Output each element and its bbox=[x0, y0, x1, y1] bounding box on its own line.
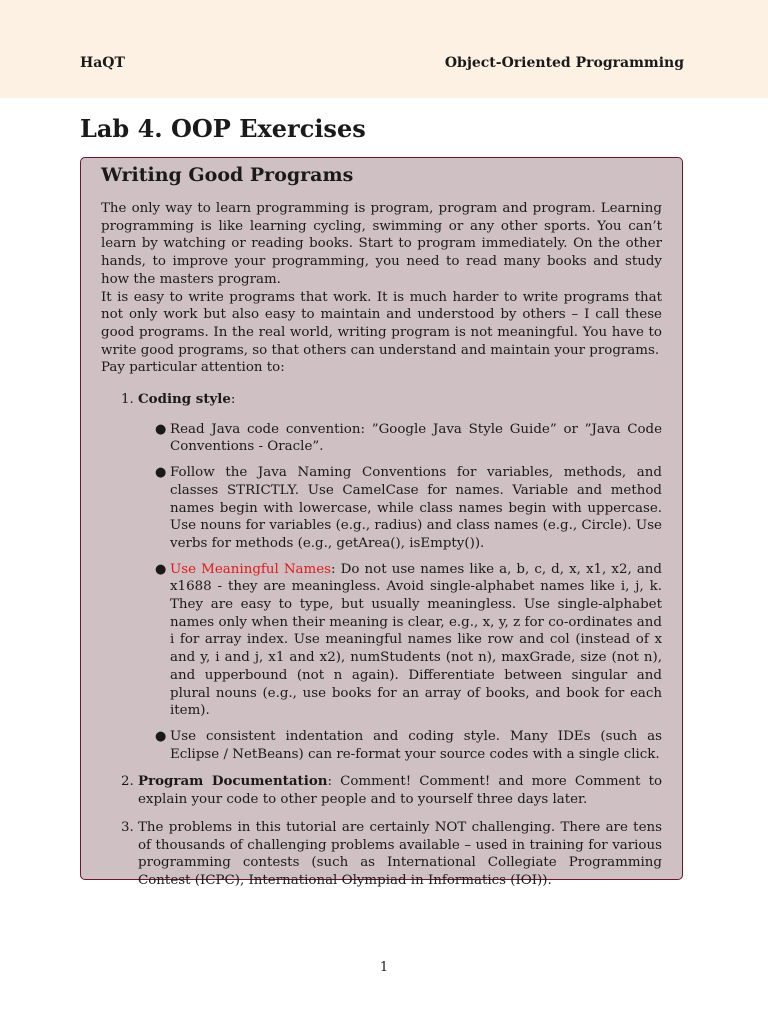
list-item-program-documentation bbox=[138, 773, 662, 808]
attention-paragraph: Pay particular attention to: bbox=[101, 360, 285, 376]
bullet-text: : Do not use names like a, b, c, d, x, x1, x2, and x1688 - they are meaningless. Avoid single-alphabet names like i, j, k. They are easy to type, but usually meaningless. Use single-alphabet names only when their meaning is clear, e.g., x, y, z for co-ordinates and i for array index. Use meaningful names like row and col (instead of x and y, i and j, x1 and x2), numStudents (not n), maxGrade, size (not n), and upperbound (not n again). Differentiate between singular and plural nouns (e.g., use books for an array of books, and book for each item). bbox=[170, 561, 662, 719]
bullet-text: Use consistent indentation and coding style. Many IDEs (such as Eclipse / NetBeans) can re-format your source codes with a single click. bbox=[170, 728, 662, 762]
good-programs-paragraph: It is easy to write programs that work. It is much harder to write programs that not only work but also easy to maintain and understood by others – I call these good programs. In the real world, writing program is not meaningful. You have to write good programs, so that others can understand and maintain your programs. bbox=[101, 289, 662, 358]
list-item-challenges bbox=[138, 819, 662, 890]
list-item-coding-style bbox=[138, 391, 662, 763]
coding-style-colon: : bbox=[230, 392, 236, 408]
bullet-text: Read Java code convention: ”Google Java Style Guide” or ”Java Code Conventions - Oracle”. bbox=[170, 421, 662, 455]
documentation-text: : Comment! Comment! and more Comment to explain your code to other people and to yourself three days later. bbox=[138, 774, 663, 808]
page-number: 1 bbox=[379, 960, 389, 975]
page-title: Lab 4. OOP Exercises bbox=[80, 114, 366, 143]
bullet-text: Follow the Java Naming Conventions for variables, methods, and classes STRICTLY. Use CamelCase for names. Variable and method names begin with lowercase, while class names begin with uppercase. Use nouns for variables (e.g., radius) and class names (e.g., Circle). Use verbs for methods (e.g., getArea(), isEmpty()). bbox=[170, 465, 662, 551]
challenges-text: The problems in this tutorial are certainly NOT challenging. There are tens of thousands of challenging problems available – used in training for various programming contests (such as International Collegiate Programming Contest (ICPC), International Olympiad in Informatics (IOI)). bbox=[138, 819, 662, 888]
meaningful-names-highlight: Use Meaningful Names bbox=[170, 561, 332, 577]
advice-list bbox=[101, 391, 662, 890]
box-title: Writing Good Programs bbox=[101, 164, 354, 186]
header-course: Object-Oriented Programming bbox=[444, 55, 684, 71]
list-item bbox=[155, 728, 662, 763]
list-item bbox=[155, 421, 662, 456]
bullet-icon: ● bbox=[155, 465, 167, 481]
list-item bbox=[155, 464, 662, 553]
page-header bbox=[0, 0, 768, 98]
documentation-heading: Program Documentation bbox=[138, 773, 328, 790]
list-item bbox=[155, 561, 662, 720]
header-author: HaQT bbox=[80, 55, 125, 71]
intro-paragraph: The only way to learn programming is program, program and program. Learning programming is like learning cycling, swimming or any other sports. You can’t learn by watching or reading books. Start to program immediately. On the other hands, to improve your programming, you need to read many books and study how the masters program. bbox=[101, 201, 662, 287]
coding-style-bullets bbox=[138, 421, 662, 764]
bullet-icon: ● bbox=[155, 561, 167, 577]
tip-box bbox=[80, 157, 683, 888]
bullet-icon: ● bbox=[155, 421, 167, 437]
bullet-icon: ● bbox=[155, 728, 167, 744]
coding-style-heading: Coding style bbox=[138, 391, 231, 408]
